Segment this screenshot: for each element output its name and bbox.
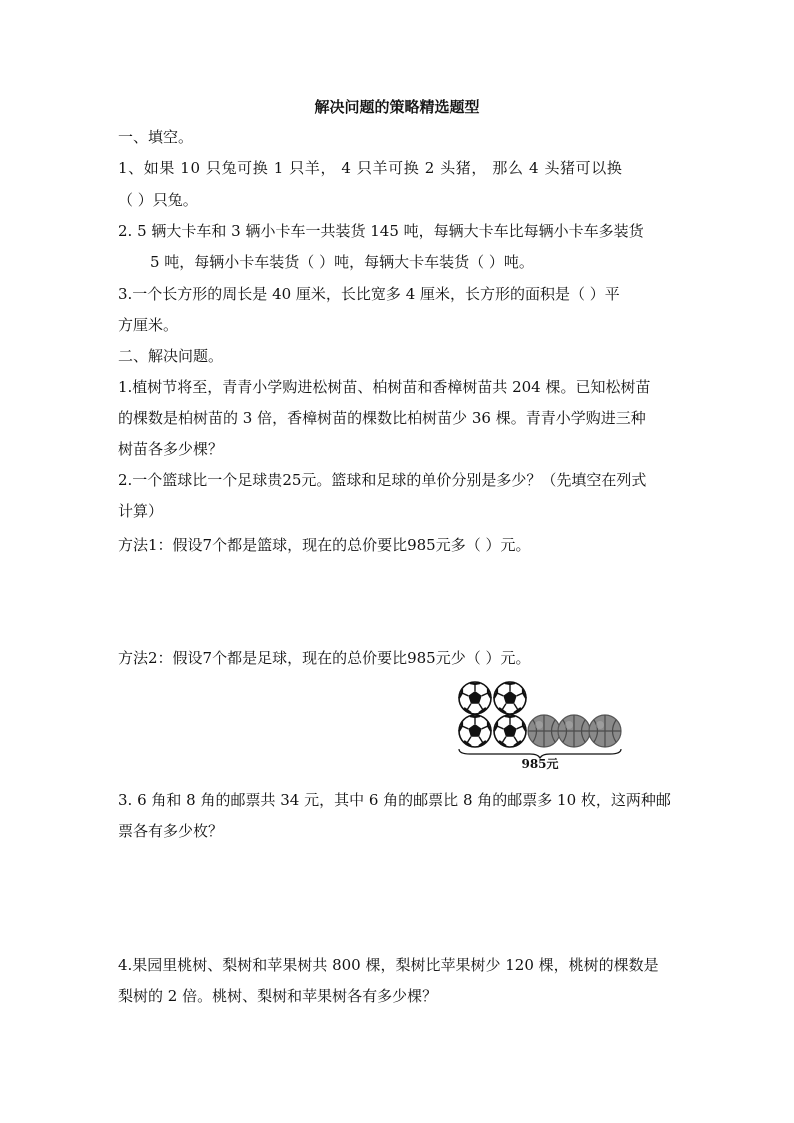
p4-line2: 梨树的 2 倍。桃树、梨树和苹果树各有多少棵？ [118,987,438,1005]
balls-illustration [450,678,630,770]
section-fill-blank: 一、填空。 [118,128,194,146]
p2-line1: 2.一个篮球比一个足球贵25元。篮球和足球的单价分别是多少？（先填空在列式 [118,471,647,489]
p1-line2: 的棵数是柏树苗的 3 倍，香樟树苗的棵数比柏树苗少 36 棵。青青小学购进三种 [118,409,646,427]
p2-method1: 方法1：假设7个都是篮球，现在的总价要比985元多（ ）元。 [118,536,531,554]
q1-line1: 1、如果 10 只兔可换 1 只羊， 4 只羊可换 2 头猪， 那么 4 头猪可以换 [118,159,623,177]
basketball-icon [528,715,560,747]
q3-line1: 3.一个长方形的周长是 40 厘米，长比宽多 4 厘米，长方形的面积是（ ）平 [118,285,620,303]
basketball-icon [558,715,590,747]
basketball-icon [589,715,621,747]
balls-figure [450,678,630,770]
q1-line2: （ ）只兔。 [118,191,198,209]
q2-line2: 5 吨，每辆小卡车装货（ ）吨，每辆大卡车装货（ ）吨。 [150,253,534,271]
page-title: 解决问题的策略精选题型 [314,98,480,116]
p2-line2: 计算） [118,502,164,520]
q3-line2: 方厘米。 [118,316,179,334]
total-price-label: 985元 [521,757,559,770]
p1-line3: 树苗各多少棵？ [118,440,224,458]
q2-line1: 2. 5 辆大卡车和 3 辆小卡车一共装货 145 吨，每辆大卡车比每辆小卡车多装货 [118,222,644,240]
football-icon [494,682,526,714]
football-icon [459,715,491,747]
football-icon [459,682,491,714]
section-solve: 二、解决问题。 [118,347,224,365]
football-icon [494,715,526,747]
p1-line1: 1.植树节将至，青青小学购进松树苗、柏树苗和香樟树苗共 204 棵。已知松树苗 [118,378,651,396]
p3-line1: 3. 6 角和 8 角的邮票共 34 元，其中 6 角的邮票比 8 角的邮票多 10 枚，这两种邮 [118,791,671,809]
p2-method2: 方法2：假设7个都是足球，现在的总价要比985元少（ ）元。 [118,649,531,667]
p3-line2: 票各有多少枚？ [118,822,224,840]
p4-line1: 4.果园里桃树、梨树和苹果树共 800 棵，梨树比苹果树少 120 棵，桃树的棵数是 [118,956,659,974]
